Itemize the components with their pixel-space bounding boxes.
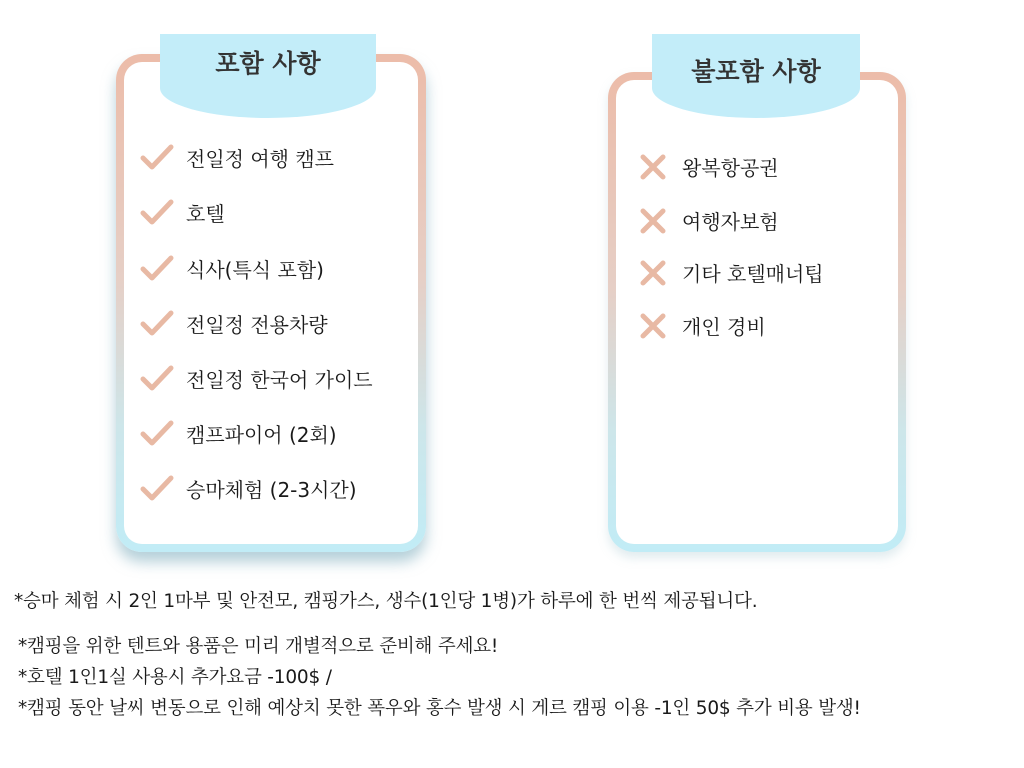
included-item-label: 전일정 전용차량: [186, 312, 328, 337]
note-line: *캠핑을 위한 텐트와 용품은 미리 개별적으로 준비해 주세요!: [18, 636, 499, 657]
x-icon: [638, 207, 668, 235]
included-item: [140, 363, 373, 393]
excluded-item-label: 기타 호텔매너팁: [682, 262, 824, 286]
included-item: [140, 473, 357, 503]
included-item: [140, 253, 324, 283]
x-icon: [638, 153, 668, 181]
excluded-item: [638, 258, 824, 287]
excluded-item: [638, 152, 779, 181]
check-icon: [140, 363, 174, 393]
included-item-label: 전일정 한국어 가이드: [186, 367, 373, 392]
check-icon: [140, 253, 174, 283]
note-line: *캠핑 동안 날씨 변동으로 인해 예상치 못한 폭우와 홍수 발생 시 게르 캠핑 이용 -1인 50$ 추가 비용 발생!: [18, 698, 861, 719]
x-icon: [638, 259, 668, 287]
excluded-item: [638, 206, 779, 235]
check-icon: [140, 308, 174, 338]
check-icon: [140, 142, 174, 172]
excluded-title-tab: [652, 34, 860, 118]
excluded-item: [638, 311, 766, 340]
excluded-title: 불포함 사항: [691, 57, 821, 86]
check-icon: [140, 197, 174, 227]
included-item: [140, 142, 334, 172]
included-item-label: 승마체험 (2-3시간): [186, 477, 357, 502]
included-title: 포함 사항: [215, 49, 321, 78]
included-item-label: 전일정 여행 캠프: [186, 146, 334, 171]
note-line: *승마 체험 시 2인 1마부 및 안전모, 캠핑가스, 생수(1인당 1병)가 하루에 한 번씩 제공됩니다.: [14, 591, 758, 612]
included-item-label: 호텔: [186, 201, 225, 226]
x-icon: [638, 312, 668, 340]
note-line: *호텔 1인1실 사용시 추가요금 -100$ /: [18, 667, 332, 688]
included-item-label: 캠프파이어 (2회): [186, 422, 337, 447]
excluded-item-label: 왕복항공권: [682, 156, 779, 180]
included-item-label: 식사(특식 포함): [186, 257, 324, 282]
included-item: [140, 197, 225, 227]
excluded-item-label: 여행자보험: [682, 210, 779, 234]
check-icon: [140, 418, 174, 448]
excluded-item-label: 개인 경비: [682, 315, 766, 339]
included-item: [140, 418, 337, 448]
included-title-tab: [160, 34, 376, 118]
check-icon: [140, 473, 174, 503]
included-item: [140, 308, 328, 338]
